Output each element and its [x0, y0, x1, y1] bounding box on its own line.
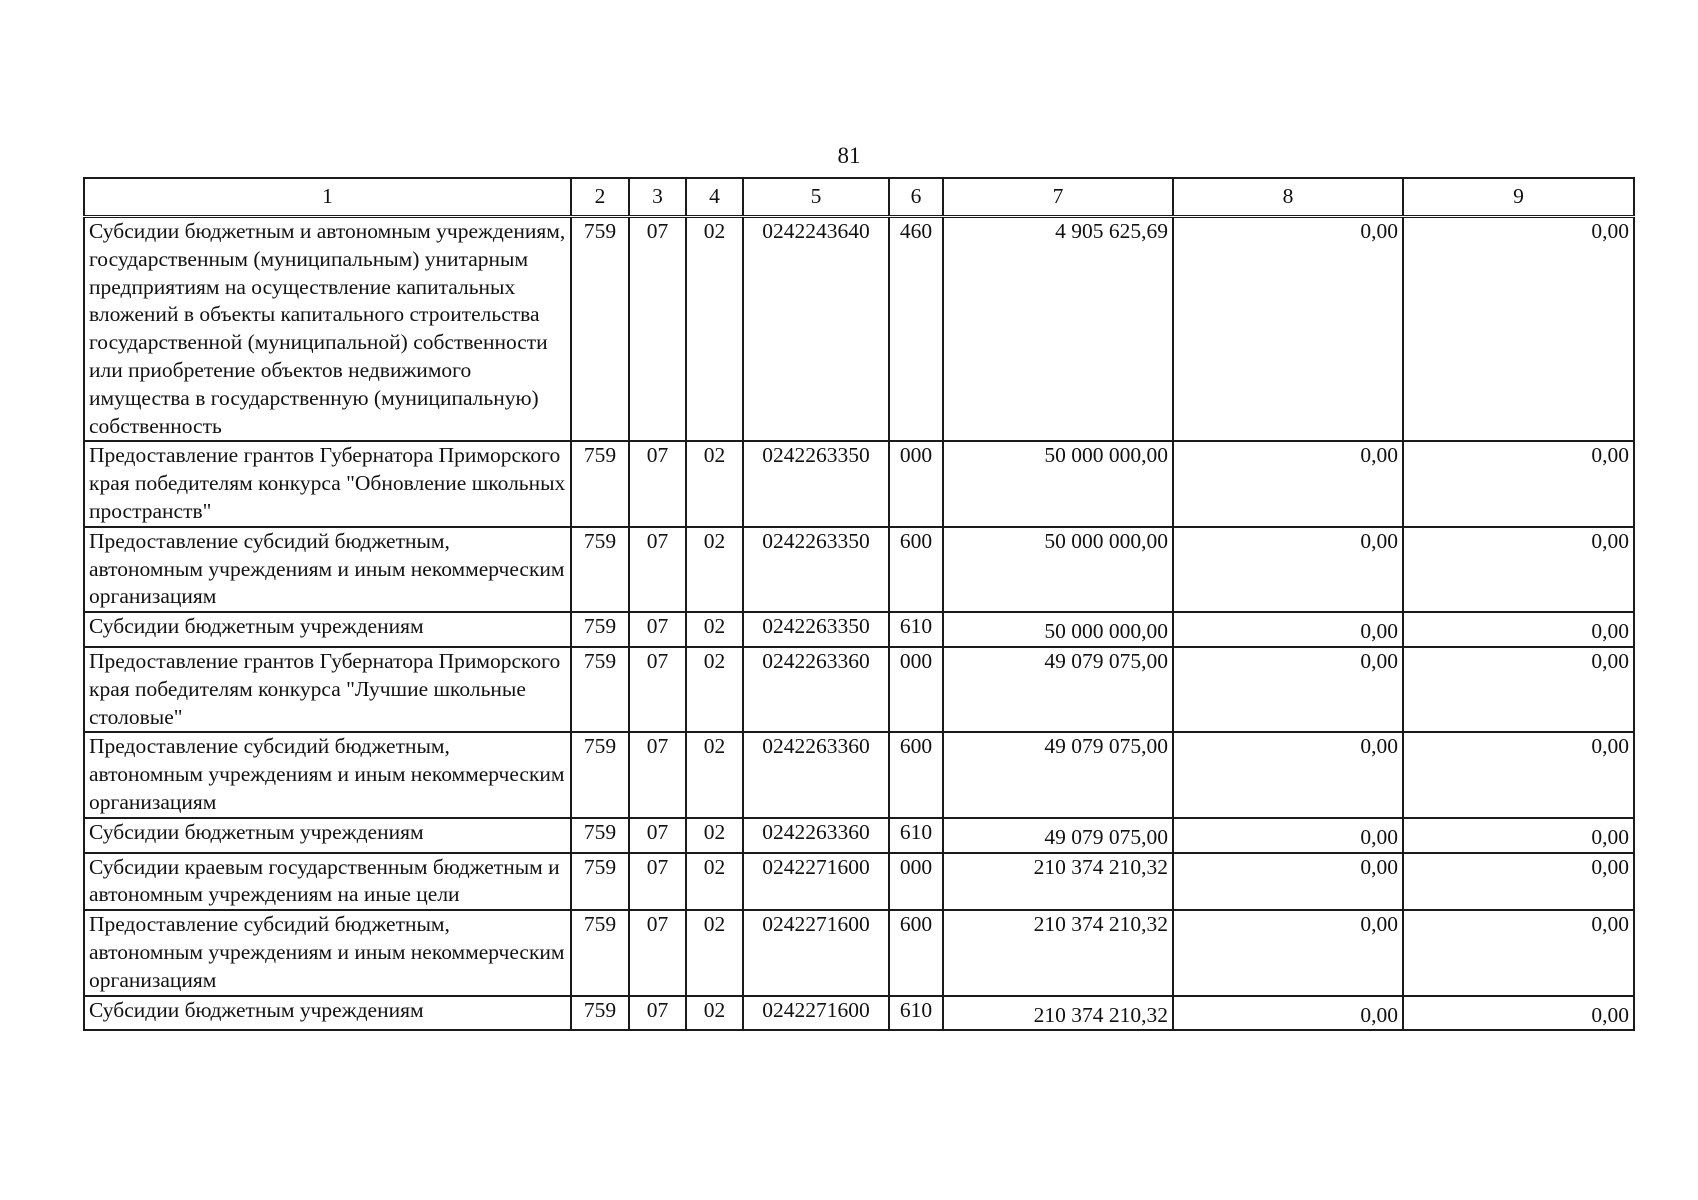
table-row [84, 612, 1634, 647]
cell-col7: 210 374 210,32 [943, 910, 1173, 995]
cell-col4: 02 [686, 441, 743, 526]
column-header: 2 [571, 178, 629, 217]
table-row [84, 910, 1634, 995]
cell-col4: 02 [686, 647, 743, 732]
page-number: 81 [837, 143, 861, 168]
cell-col2: 759 [571, 441, 629, 526]
cell-col5: 0242271600 [743, 996, 889, 1031]
cell-col9: 0,00 [1403, 217, 1634, 442]
budget-table [83, 177, 1635, 1031]
row-name: Предоставление субсидий бюджетным, автономным учреждениям и иным некоммерческим организациям [84, 527, 571, 612]
cell-col4: 02 [686, 853, 743, 911]
cell-col8: 0,00 [1173, 818, 1403, 853]
cell-col9: 0,00 [1403, 647, 1634, 732]
cell-col4: 02 [686, 732, 743, 817]
cell-col3: 07 [629, 996, 686, 1031]
cell-col7: 4 905 625,69 [943, 217, 1173, 442]
row-name: Предоставление грантов Губернатора Приморского края победителям конкурса "Лучшие школьные столовые" [84, 647, 571, 732]
cell-col9: 0,00 [1403, 732, 1634, 817]
cell-col8: 0,00 [1173, 996, 1403, 1031]
header-row [84, 178, 1634, 217]
cell-col4: 02 [686, 910, 743, 995]
cell-col3: 07 [629, 647, 686, 732]
cell-col9: 0,00 [1403, 818, 1634, 853]
cell-col5: 0242263350 [743, 612, 889, 647]
column-header: 1 [84, 178, 571, 217]
cell-col2: 759 [571, 612, 629, 647]
table-row [84, 818, 1634, 853]
row-name: Субсидии бюджетным учреждениям [84, 996, 571, 1031]
cell-col9: 0,00 [1403, 910, 1634, 995]
cell-col2: 759 [571, 910, 629, 995]
cell-col2: 759 [571, 527, 629, 612]
cell-col5: 0242263350 [743, 441, 889, 526]
cell-col3: 07 [629, 910, 686, 995]
cell-col3: 07 [629, 441, 686, 526]
cell-col4: 02 [686, 217, 743, 442]
cell-col4: 02 [686, 612, 743, 647]
cell-col5: 0242263360 [743, 732, 889, 817]
cell-col6: 600 [889, 732, 943, 817]
cell-col8: 0,00 [1173, 647, 1403, 732]
column-header: 5 [743, 178, 889, 217]
cell-col8: 0,00 [1173, 910, 1403, 995]
cell-col2: 759 [571, 217, 629, 442]
cell-col7: 49 079 075,00 [943, 818, 1173, 853]
cell-col9: 0,00 [1403, 612, 1634, 647]
table-row [84, 647, 1634, 732]
cell-col4: 02 [686, 527, 743, 612]
cell-col9: 0,00 [1403, 527, 1634, 612]
cell-col7: 210 374 210,32 [943, 996, 1173, 1031]
cell-col7: 50 000 000,00 [943, 441, 1173, 526]
cell-col5: 0242263350 [743, 527, 889, 612]
table-row [84, 996, 1634, 1031]
row-name: Предоставление субсидий бюджетным, автономным учреждениям и иным некоммерческим организациям [84, 732, 571, 817]
cell-col4: 02 [686, 818, 743, 853]
cell-col6: 000 [889, 853, 943, 911]
cell-col7: 210 374 210,32 [943, 853, 1173, 911]
cell-col6: 610 [889, 612, 943, 647]
column-header: 4 [686, 178, 743, 217]
cell-col6: 000 [889, 647, 943, 732]
cell-col3: 07 [629, 612, 686, 647]
table-row [84, 441, 1634, 526]
table-row [84, 527, 1634, 612]
row-name: Субсидии краевым государственным бюджетным и автономным учреждениям на иные цели [84, 853, 571, 911]
cell-col9: 0,00 [1403, 441, 1634, 526]
cell-col6: 600 [889, 527, 943, 612]
cell-col6: 460 [889, 217, 943, 442]
table-header [84, 178, 1634, 217]
column-header: 6 [889, 178, 943, 217]
cell-col5: 0242271600 [743, 853, 889, 911]
cell-col3: 07 [629, 732, 686, 817]
column-header: 7 [943, 178, 1173, 217]
cell-col3: 07 [629, 818, 686, 853]
cell-col2: 759 [571, 853, 629, 911]
column-header: 3 [629, 178, 686, 217]
cell-col8: 0,00 [1173, 527, 1403, 612]
cell-col5: 0242263360 [743, 647, 889, 732]
cell-col6: 000 [889, 441, 943, 526]
column-header: 9 [1403, 178, 1634, 217]
cell-col6: 610 [889, 996, 943, 1031]
cell-col6: 600 [889, 910, 943, 995]
cell-col8: 0,00 [1173, 612, 1403, 647]
cell-col8: 0,00 [1173, 732, 1403, 817]
cell-col5: 0242263360 [743, 818, 889, 853]
row-name: Субсидии бюджетным и автономным учреждениям, государственным (муниципальным) унитарным предприятиям на осуществление капитальных вложений в объекты капитального строительства государственной (муниципальной) собственности или приобретение объектов недвижимого имущества в государственную (муниципальную) собственность [84, 217, 571, 442]
table-row [84, 853, 1634, 911]
cell-col3: 07 [629, 853, 686, 911]
cell-col7: 49 079 075,00 [943, 732, 1173, 817]
cell-col9: 0,00 [1403, 996, 1634, 1031]
cell-col5: 0242271600 [743, 910, 889, 995]
table-row [84, 732, 1634, 817]
cell-col8: 0,00 [1173, 853, 1403, 911]
cell-col3: 07 [629, 217, 686, 442]
row-name: Предоставление субсидий бюджетным, автономным учреждениям и иным некоммерческим организациям [84, 910, 571, 995]
cell-col9: 0,00 [1403, 853, 1634, 911]
cell-col2: 759 [571, 647, 629, 732]
cell-col2: 759 [571, 996, 629, 1031]
table-row [84, 217, 1634, 442]
cell-col7: 50 000 000,00 [943, 527, 1173, 612]
column-header: 8 [1173, 178, 1403, 217]
row-name: Предоставление грантов Губернатора Приморского края победителям конкурса "Обновление школьных пространств" [84, 441, 571, 526]
row-name: Субсидии бюджетным учреждениям [84, 818, 571, 853]
cell-col5: 0242243640 [743, 217, 889, 442]
cell-col7: 49 079 075,00 [943, 647, 1173, 732]
cell-col6: 610 [889, 818, 943, 853]
cell-col4: 02 [686, 996, 743, 1031]
cell-col2: 759 [571, 732, 629, 817]
row-name: Субсидии бюджетным учреждениям [84, 612, 571, 647]
cell-col7: 50 000 000,00 [943, 612, 1173, 647]
cell-col8: 0,00 [1173, 217, 1403, 442]
cell-col3: 07 [629, 527, 686, 612]
cell-col2: 759 [571, 818, 629, 853]
cell-col8: 0,00 [1173, 441, 1403, 526]
